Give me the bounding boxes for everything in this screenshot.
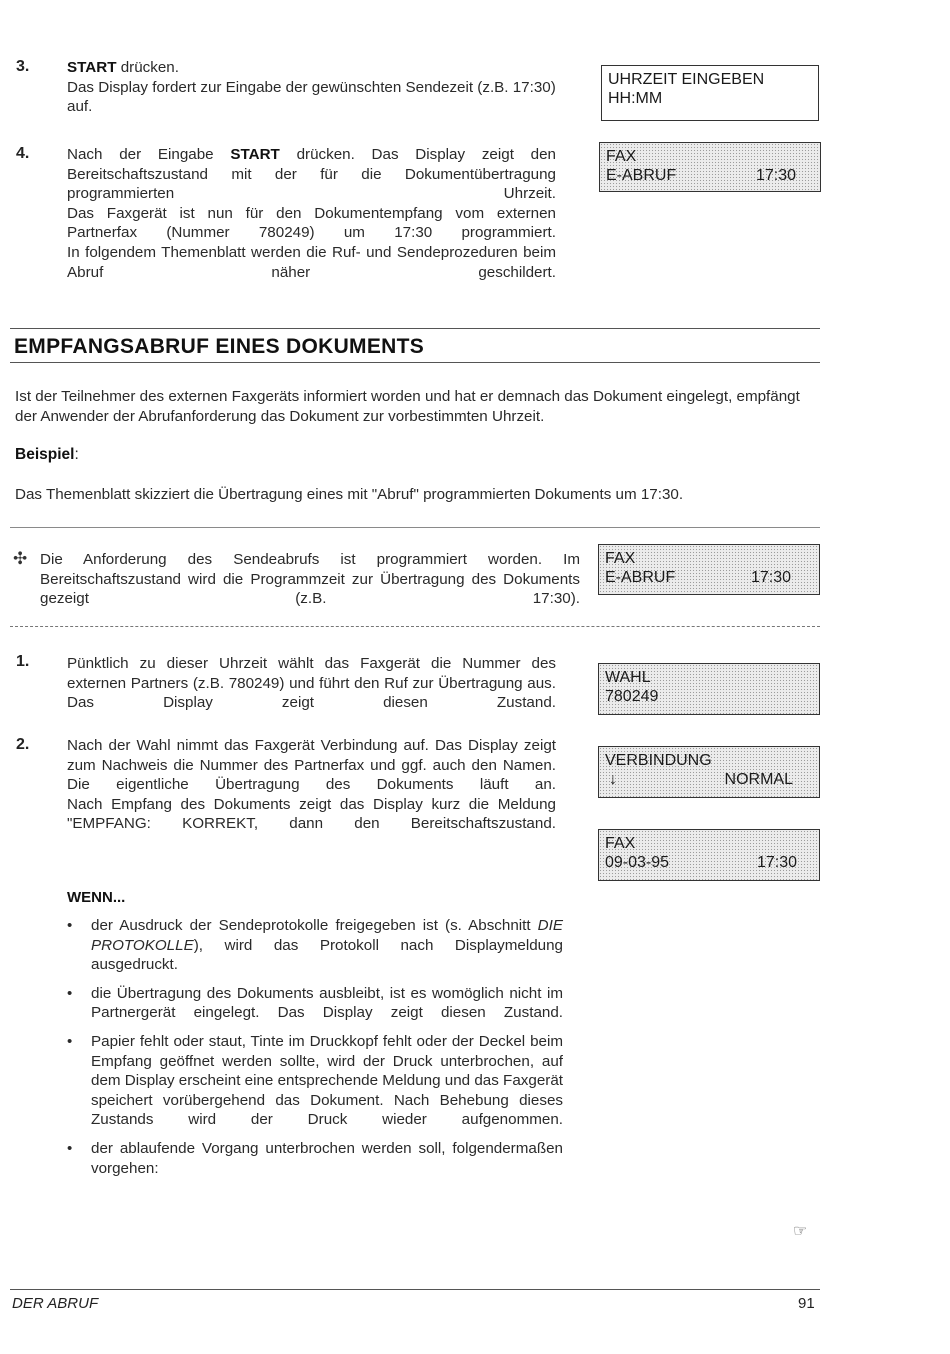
step-text: Die eigentliche Übertragung des Dokuments läuft an. bbox=[67, 776, 556, 794]
step-text: Das Display fordert zur Eingabe der gewünschten Sendezeit (z.B. 17:30) auf. bbox=[67, 78, 556, 116]
example-text: Das Themenblatt skizziert die Übertragung eines mit "Abruf" programmierten Dokuments um 17:30. bbox=[15, 486, 684, 503]
section-intro: Ist der Teilnehmer des externen Faxgeräts informiert worden und hat er demnach das Dokument eingelegt, empfängt der Anwender der Abrufanforderung das Dokument zur vorbestimmten Uhrzeit. bbox=[15, 388, 800, 425]
section-rule-top bbox=[10, 328, 820, 329]
lcd-display-standby bbox=[599, 142, 821, 192]
step-number: 1. bbox=[16, 653, 30, 670]
lcd-text: E-ABRUF bbox=[606, 167, 677, 184]
lcd-display-dialing bbox=[598, 663, 820, 715]
lcd-line: FAX bbox=[605, 835, 636, 852]
lcd-text: 17:30 bbox=[750, 569, 791, 586]
step-number: 3. bbox=[16, 58, 30, 75]
page-number: 91 bbox=[798, 1295, 815, 1312]
list-item: • Papier fehlt oder staut, Tinte im Druckkopf fehlt oder der Deckel beim Empfang geöffnet werden sollte, wird der Druck unterbrochen, auf dem Display erscheint eine entsprechende Meldung und das Faxgerät speichert vorübergehend das Dokument. Nach Behebung dieses Zustands wird der Druck wieder aufgenommen. bbox=[65, 1032, 563, 1130]
example-colon: : bbox=[74, 446, 79, 463]
start-key-label: START bbox=[230, 146, 280, 163]
lcd-display-standby bbox=[598, 544, 820, 595]
section-rule-bottom bbox=[10, 362, 820, 363]
step-text: Das Faxgerät ist nun für den Dokumentempfang vom externen Partnerfax (Nummer 780249) um 17:30 programmiert. bbox=[67, 204, 556, 242]
lcd-display-standby-date bbox=[598, 829, 820, 881]
footer-rule bbox=[10, 1289, 820, 1290]
conditions-heading: WENN... bbox=[67, 889, 126, 906]
lcd-line: WAHL bbox=[605, 669, 651, 686]
example-label: Beispiel bbox=[15, 446, 75, 463]
section-reference: DIE PROTOKOLLE bbox=[91, 917, 563, 954]
step-2-text bbox=[67, 736, 556, 834]
lcd-line: 780249 bbox=[605, 688, 659, 705]
list-item: • der ablaufende Vorgang unterbrochen werden soll, folgendermaßen vorgehen: bbox=[65, 1139, 563, 1178]
step-number: 4. bbox=[16, 145, 30, 162]
divider bbox=[10, 626, 820, 627]
start-key-label: START bbox=[67, 59, 117, 76]
step-text: Nach der Eingabe bbox=[67, 146, 231, 163]
example-heading bbox=[15, 446, 79, 464]
divider bbox=[10, 527, 820, 528]
continue-hand-icon: ☞ bbox=[793, 1223, 808, 1240]
lcd-line: HH:MM bbox=[608, 90, 663, 107]
lcd-text: NORMAL bbox=[724, 771, 793, 788]
step-text: Pünktlich zu dieser Uhrzeit wählt das Faxgerät die Nummer des externen Partners (z.B. 780249) und führt den Ruf zur Übertragung aus. Das Display zeigt diesen Zustand. bbox=[67, 655, 556, 712]
lcd-line bbox=[606, 147, 814, 166]
lcd-line bbox=[605, 568, 813, 587]
lcd-text: E-ABRUF bbox=[605, 569, 676, 586]
list-text: ), wird das Protokoll nach Displaymeldung ausgedruckt. bbox=[91, 936, 563, 974]
conditions-list bbox=[65, 916, 563, 1187]
lcd-text: FAX bbox=[605, 550, 636, 567]
lcd-line: UHRZEIT EINGEBEN bbox=[608, 71, 765, 88]
lcd-line: VERBINDUNG bbox=[605, 752, 712, 769]
step-text: drücken. bbox=[116, 59, 179, 76]
step-text: Nach Empfang des Dokuments zeigt das Display kurz die Meldung "EMPFANG: KORREKT, dann den Bereitschaftszustand. bbox=[67, 795, 556, 833]
lcd-display-time-entry bbox=[601, 65, 819, 121]
step-4-text bbox=[67, 145, 556, 282]
lcd-text: 17:30 bbox=[755, 167, 796, 184]
lcd-text: FAX bbox=[606, 148, 637, 165]
lcd-line bbox=[605, 853, 813, 872]
note-body: Die Anforderung des Sendeabrufs ist programmiert worden. Im Bereitschaftszustand wird die Programmzeit zur Übertragung des Dokuments gezeigt (z.B. 17:30). bbox=[40, 551, 580, 608]
step-1-text bbox=[67, 654, 556, 713]
list-text: der Ausdruck der Sendeprotokolle freigegeben ist (s. Abschnitt bbox=[91, 917, 538, 934]
lcd-line bbox=[605, 549, 813, 568]
note-symbol-icon: ✣ bbox=[13, 549, 28, 568]
lcd-text: 09-03-95 bbox=[605, 854, 670, 871]
lcd-line bbox=[605, 770, 813, 789]
step-number: 2. bbox=[16, 736, 30, 753]
section-title: EMPFANGSABRUF EINES DOKUMENTS bbox=[14, 335, 425, 358]
lcd-line bbox=[606, 166, 814, 185]
step-3-text bbox=[67, 58, 557, 117]
list-item bbox=[65, 916, 563, 975]
lcd-text: 17:30 bbox=[756, 854, 797, 871]
step-text: In folgendem Themenblatt werden die Ruf- und Sendeprozeduren beim Abruf näher geschildert. bbox=[67, 243, 556, 281]
footer-chapter: DER ABRUF bbox=[12, 1295, 99, 1312]
step-text: Nach der Wahl nimmt das Faxgerät Verbindung auf. Das Display zeigt zum Nachweis die Nummer des Partnerfax und ggf. auch den Namen. bbox=[67, 737, 556, 774]
list-item: • die Übertragung des Dokuments ausbleibt, ist es womöglich nicht im Partnergerät eingelegt. Das Display zeigt diesen Zustand. bbox=[65, 984, 563, 1023]
arrow-down-icon: ↓ bbox=[609, 771, 617, 788]
step-text: drücken. Das Display zeigt den Bereitschaftszustand mit der für die Dokumentübertragung programmierten Uhrzeit. bbox=[67, 146, 556, 203]
note-text bbox=[40, 550, 580, 609]
lcd-display-connection bbox=[598, 746, 820, 798]
